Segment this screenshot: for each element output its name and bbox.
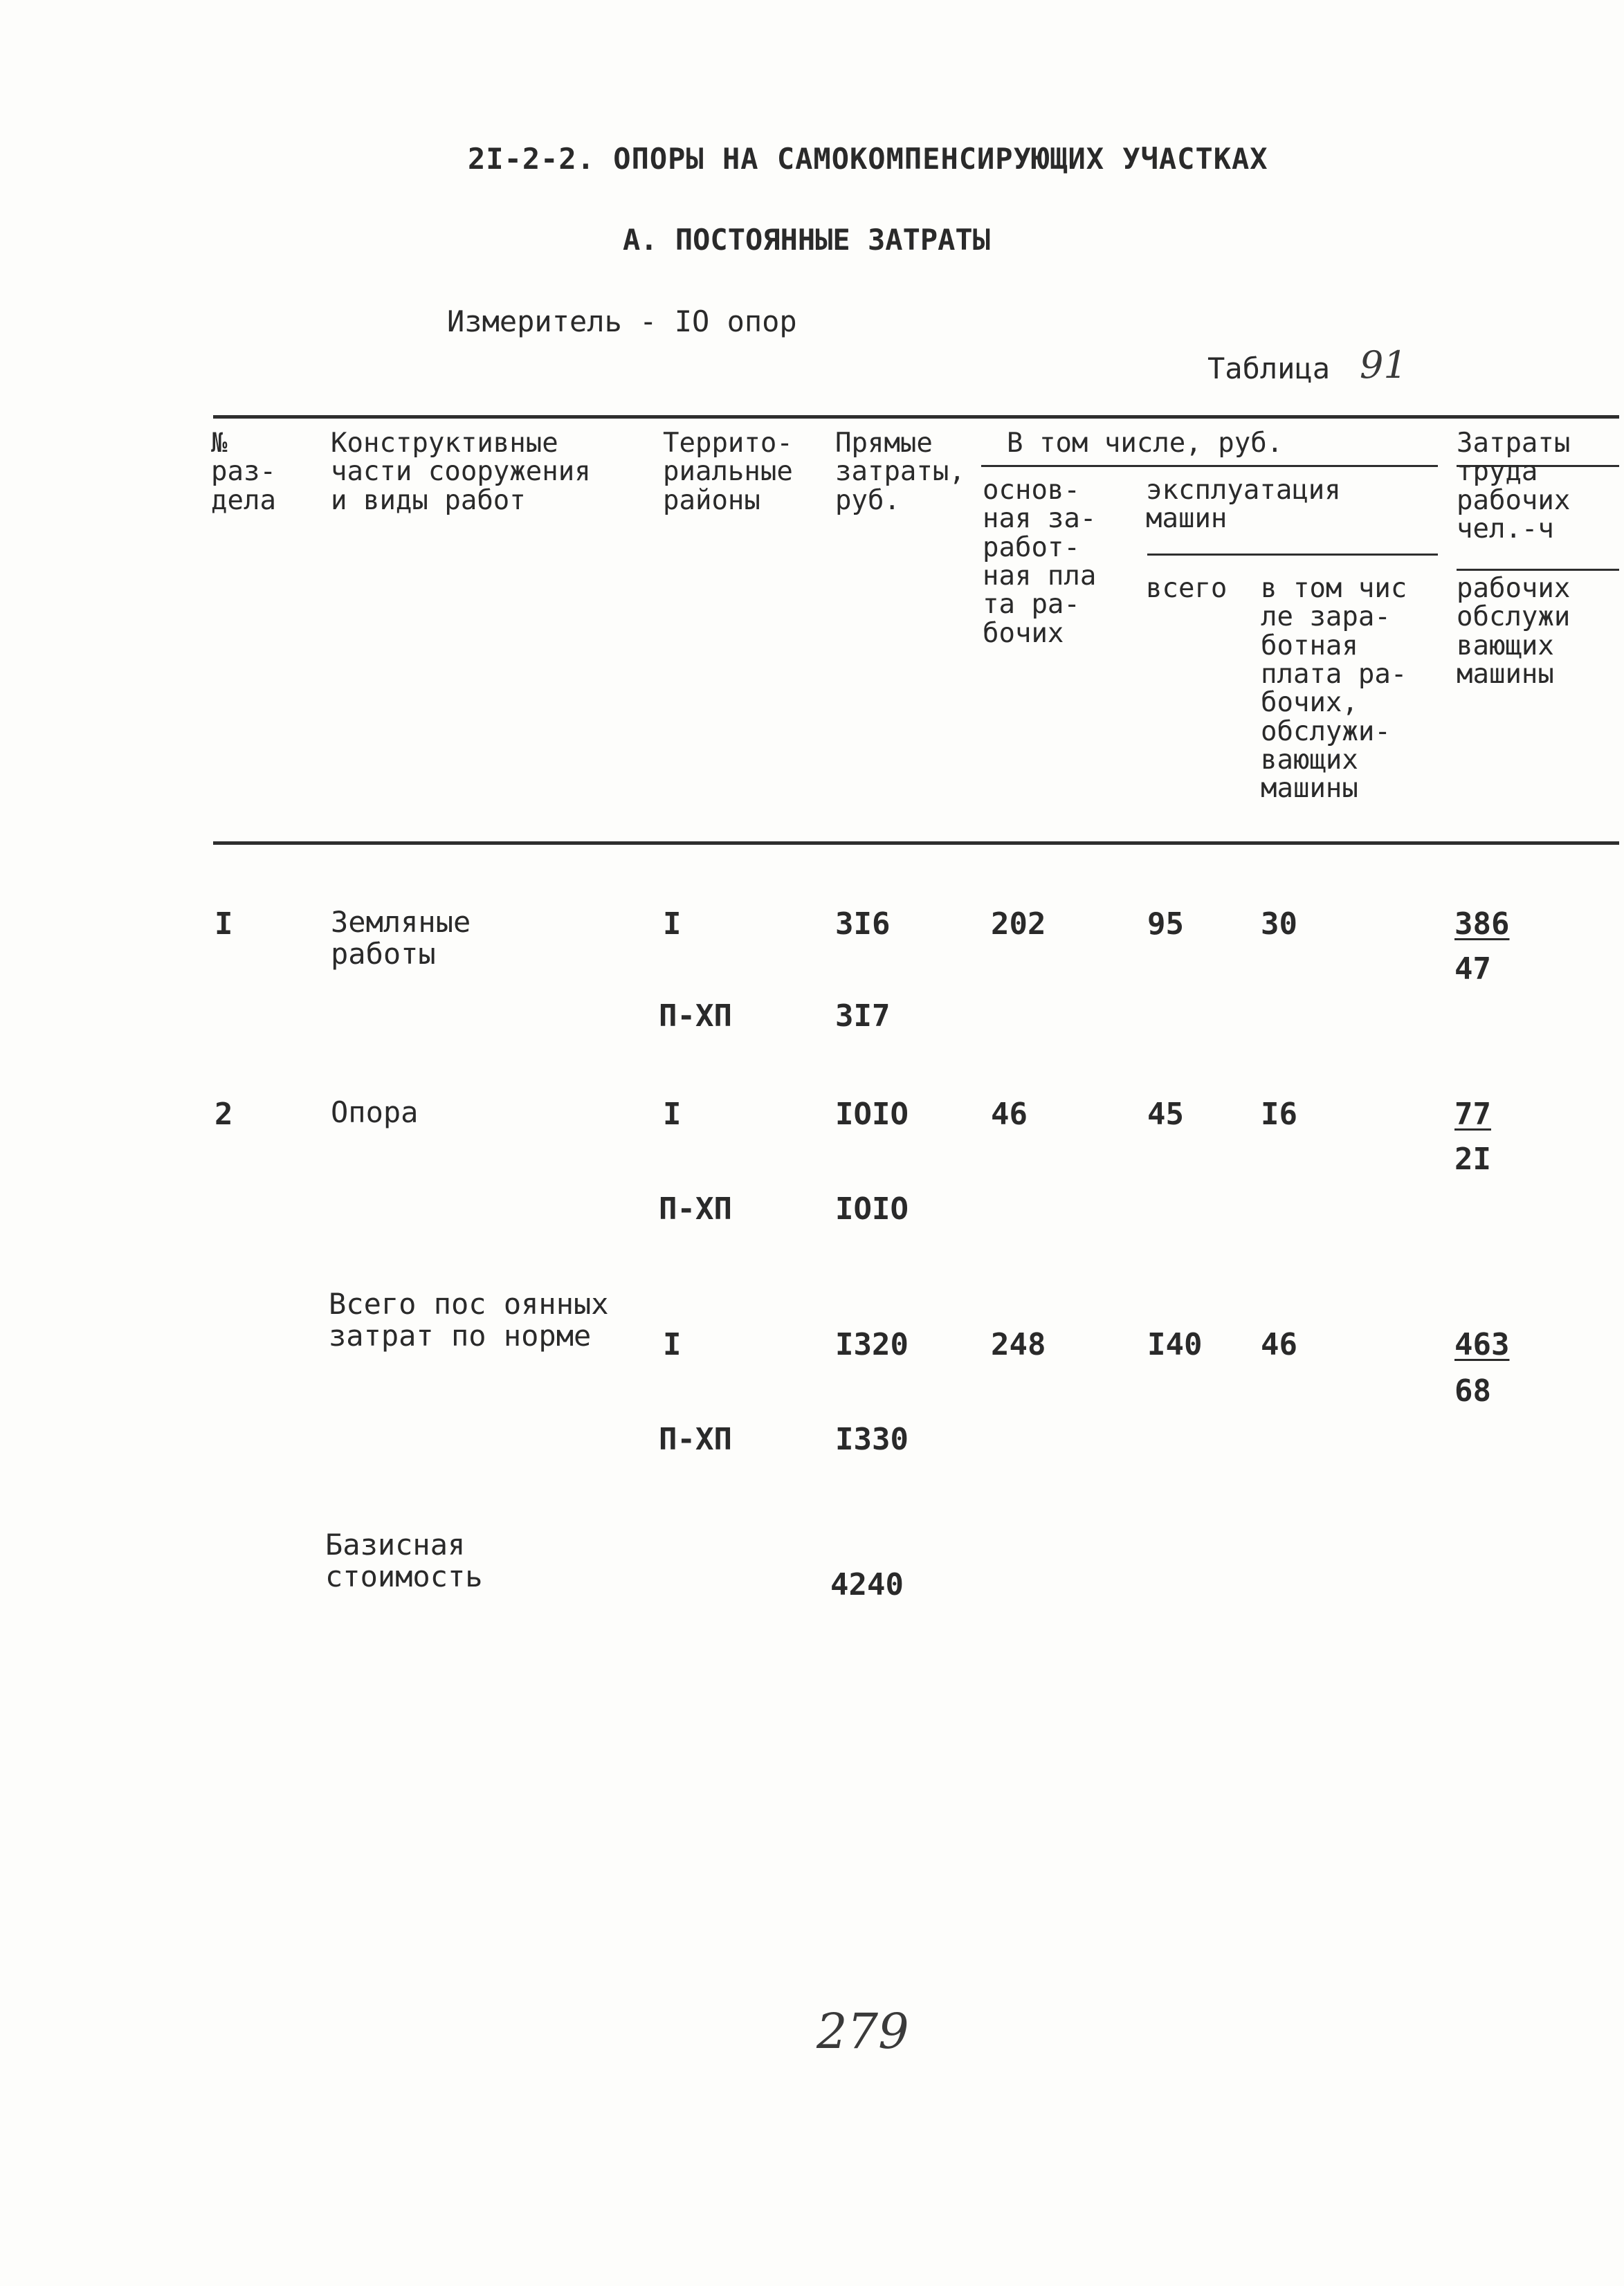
- table-top-rule: [213, 415, 1619, 419]
- col-machines-header: эксплуатация машин: [1146, 475, 1341, 535]
- row2-incl: I6: [1261, 1097, 1297, 1132]
- col-labor-header: Затраты труда рабочих чел.-ч: [1457, 429, 1571, 544]
- machines-underline: [1147, 554, 1438, 556]
- row3-direct2: I330: [835, 1422, 909, 1457]
- row1-direct1: 3I6: [835, 906, 891, 942]
- labor-sub-underline: [1457, 569, 1619, 571]
- incl-group-underline: [981, 465, 1438, 467]
- table-number: 91: [1360, 343, 1407, 387]
- measure-unit: Измеритель - IO опор: [447, 304, 797, 338]
- row1-direct2: 3I7: [835, 998, 891, 1034]
- row3-incl: 46: [1261, 1327, 1297, 1362]
- row2-total: 45: [1147, 1097, 1184, 1132]
- row1-labor: 386: [1454, 906, 1510, 942]
- row1-total: 95: [1147, 906, 1184, 942]
- table-label: Таблица: [1207, 351, 1331, 385]
- row2-num: 2: [215, 1097, 233, 1132]
- col-direct-header: Прямые затраты, руб.: [835, 428, 965, 516]
- row1-wage: 202: [991, 906, 1046, 942]
- row3-wage: 248: [991, 1327, 1046, 1362]
- row1-region1: I: [663, 906, 682, 942]
- row1-labor-machines: 47: [1454, 951, 1491, 987]
- col-parts-header: Конструктивные части сооружения и виды работ: [331, 428, 591, 516]
- row2-direct1: IOIO: [835, 1097, 909, 1132]
- col-labor-sub-header: рабочих обслужи вающих машины: [1457, 574, 1571, 689]
- page-number: 279: [816, 2003, 909, 2060]
- row2-labor: 77: [1454, 1097, 1491, 1132]
- col-regions-header: Террито- риальные районы: [663, 428, 793, 516]
- page-title: 2I-2-2. ОПОРЫ НА САМОКОМПЕНСИРУЮЩИХ УЧАСТКАХ: [468, 142, 1268, 176]
- row3-total: I40: [1147, 1327, 1203, 1362]
- col-num-header: № раз- дела: [211, 428, 276, 516]
- row1-incl: 30: [1261, 906, 1297, 942]
- row2-name: Опора: [331, 1095, 419, 1129]
- col-total-header: всего: [1146, 573, 1228, 604]
- row4-direct: 4240: [830, 1567, 904, 1602]
- row3-direct1: I320: [835, 1327, 909, 1362]
- row3-region1: I: [663, 1327, 682, 1362]
- row4-name: Базисная стоимость: [325, 1528, 483, 1594]
- row3-labor-machines: 68: [1454, 1373, 1491, 1409]
- col-incl-group-header: В том числе, руб.: [1007, 428, 1284, 459]
- row3-region2: П-ХП: [659, 1422, 732, 1457]
- row2-direct2: IOIO: [835, 1191, 909, 1227]
- row3-name: Всего пос оянных затрат по норме: [329, 1287, 609, 1353]
- row2-region1: I: [663, 1097, 682, 1132]
- row2-region2: П-ХП: [659, 1191, 732, 1227]
- row1-num: I: [215, 906, 233, 942]
- row3-labor: 463: [1454, 1327, 1510, 1362]
- row1-region2: П-ХП: [659, 998, 732, 1034]
- section-subtitle: А. ПОСТОЯННЫЕ ЗАТРАТЫ: [623, 223, 991, 257]
- row1-name: Земляные работы: [331, 905, 471, 971]
- col-incl-wage-header: в том чис ле зара- ботная плата ра- бочих, обслужи- вающих машины: [1261, 573, 1407, 805]
- row2-labor-machines: 2I: [1454, 1142, 1491, 1177]
- row2-wage: 46: [991, 1097, 1028, 1132]
- header-bottom-rule: [213, 841, 1619, 845]
- col-basic-wage-header: основ- ная за- работ- ная пла та ра- бочих: [983, 475, 1097, 649]
